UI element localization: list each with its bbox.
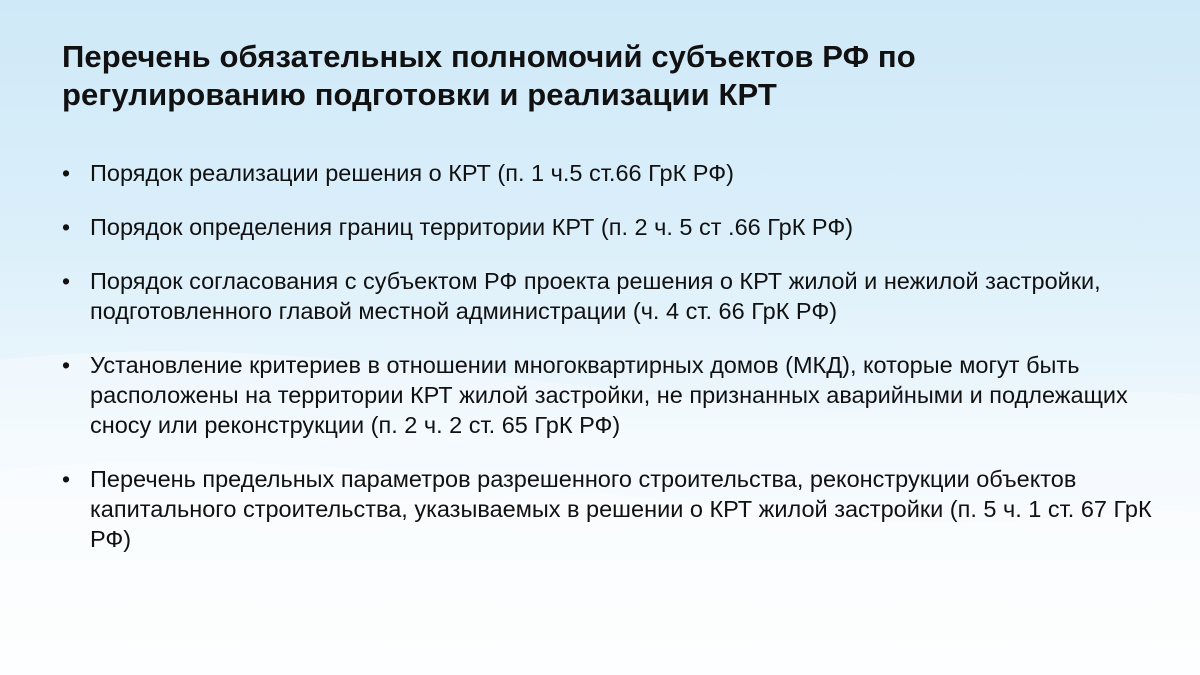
bullet-dot-icon: • <box>62 160 71 186</box>
slide-content <box>62 38 1152 578</box>
bullet-text: Установление критериев в отношении многоквартирных домов (МКД), которые могут быть расположены на территории КРТ жилой застройки, не признанных аварийными и подлежащих сносу или реконструкции (п. 2 ч. 2 ст. 65 ГрК РФ) <box>90 352 1128 438</box>
bullet-text: Порядок согласования с субъектом РФ проекта решения о КРТ жилой и нежилой застройки, подготовленного главой местной администрации (ч. 4 ст. 66 ГрК РФ) <box>90 268 1101 324</box>
bullet-text: Перечень предельных параметров разрешенного строительства, реконструкции объектов капитального строительства, указываемых в решении о КРТ жилой застройки (п. 5 ч. 1 ст. 67 ГрК РФ) <box>90 466 1152 552</box>
bullet-item <box>62 158 1152 188</box>
bullet-dot-icon: • <box>62 466 71 492</box>
bullet-dot-icon: • <box>62 268 71 294</box>
bullet-item <box>62 464 1152 554</box>
bullet-item <box>62 350 1152 440</box>
bullet-dot-icon: • <box>62 214 71 240</box>
bullet-text: Порядок определения границ территории КРТ (п. 2 ч. 5 ст .66 ГрК РФ) <box>90 214 854 240</box>
slide-title: Перечень обязательных полномочий субъектов РФ по регулированию подготовки и реализации КРТ <box>62 39 916 112</box>
bullet-item <box>62 266 1152 326</box>
bullet-list <box>62 158 1152 554</box>
bullet-text: Порядок реализации решения о КРТ (п. 1 ч.5 ст.66 ГрК РФ) <box>90 160 734 186</box>
bullet-item <box>62 212 1152 242</box>
bullet-dot-icon: • <box>62 352 71 378</box>
